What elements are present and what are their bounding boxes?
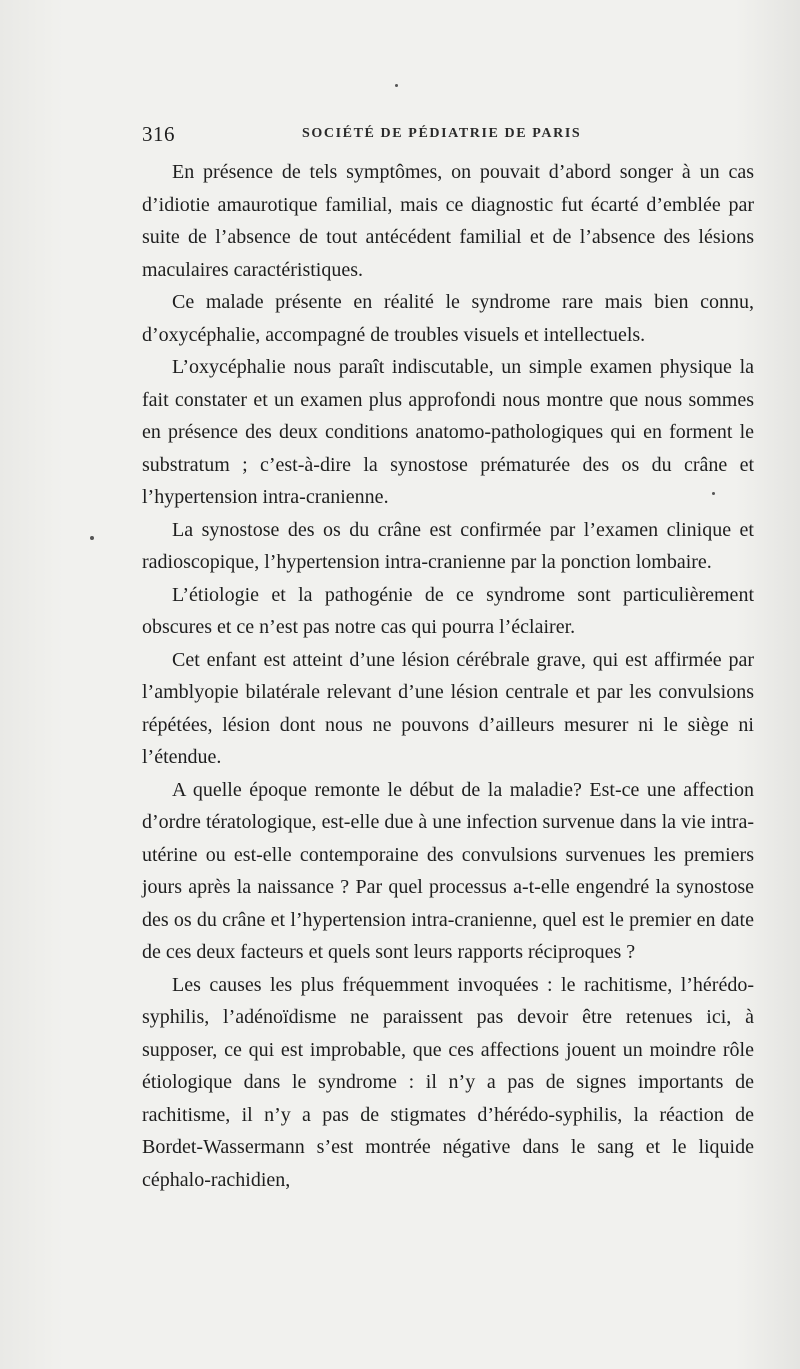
paragraph: L’oxycéphalie nous paraît indiscutable, un simple examen physique la fait constater et un examen plus approfondi nous montre que nous sommes en présence des deux conditions anatomo-pathologiques qui en forment le substratum ; c’est-à-dire la synostose prématurée des os du crâne et l’hypertension intra-cranienne.	[142, 356, 754, 508]
paragraph: Cet enfant est atteint d’une lésion cérébrale grave, qui est affirmée par l’amblyopie bilatérale relevant d’une lésion centrale et par les convulsions répétées, lésion dont nous ne pouvons d’ailleurs mesurer ni le siège ni l’étendue.	[142, 648, 754, 768]
running-title: SOCIÉTÉ DE PÉDIATRIE DE PARIS	[302, 126, 582, 141]
page-header	[142, 122, 752, 152]
body-text	[142, 156, 754, 1196]
paragraph: La synostose des os du crâne est confirmée par l’examen clinique et radioscopique, l’hypertension intra-cranienne par la ponction lombaire.	[142, 518, 754, 573]
page-number: 316	[142, 122, 175, 146]
paragraph: A quelle époque remonte le début de la maladie? Est-ce une affection d’ordre tératologique, est-elle due à une infection survenue dans la vie intra-utérine ou est-elle contemporaine des convulsions survenues les premiers jours après la naissance ? Par quel processus a-t-elle engendré la synostose des os du crâne et l’hypertension intra-cranienne, quel est le premier en date de ces deux facteurs et quels sont leurs rapports réciproques ?	[142, 778, 754, 963]
scan-speck	[90, 536, 94, 540]
paragraph: En présence de tels symptômes, on pouvait d’abord songer à un cas d’idiotie amaurotique familial, mais ce diagnostic fut écarté d’emblée par suite de l’absence de tout antécédent familial et de l’absence des lésions maculaires caractéristiques.	[142, 161, 754, 281]
paragraph: Les causes les plus fréquemment invoquées : le rachitisme, l’hérédo-syphilis, l’adénoïdisme ne paraissent pas devoir être retenues ici, à supposer, ce qui est improbable, que ces affections jouent un moindre rôle étiologique dans le syndrome : il n’y a pas de signes importants de rachitisme, il n’y a pas de stigmates d’hérédo-syphilis, la réaction de Bordet-Wassermann s’est montrée négative dans le sang et le liquide céphalo-rachidien,	[142, 973, 754, 1191]
paragraph: Ce malade présente en réalité le syndrome rare mais bien connu, d’oxycéphalie, accompagné de troubles visuels et intellectuels.	[142, 291, 754, 346]
paragraph: L’étiologie et la pathogénie de ce syndrome sont particulièrement obscures et ce n’est pas notre cas qui pourra l’éclairer.	[142, 583, 754, 638]
scan-speck	[395, 84, 398, 87]
